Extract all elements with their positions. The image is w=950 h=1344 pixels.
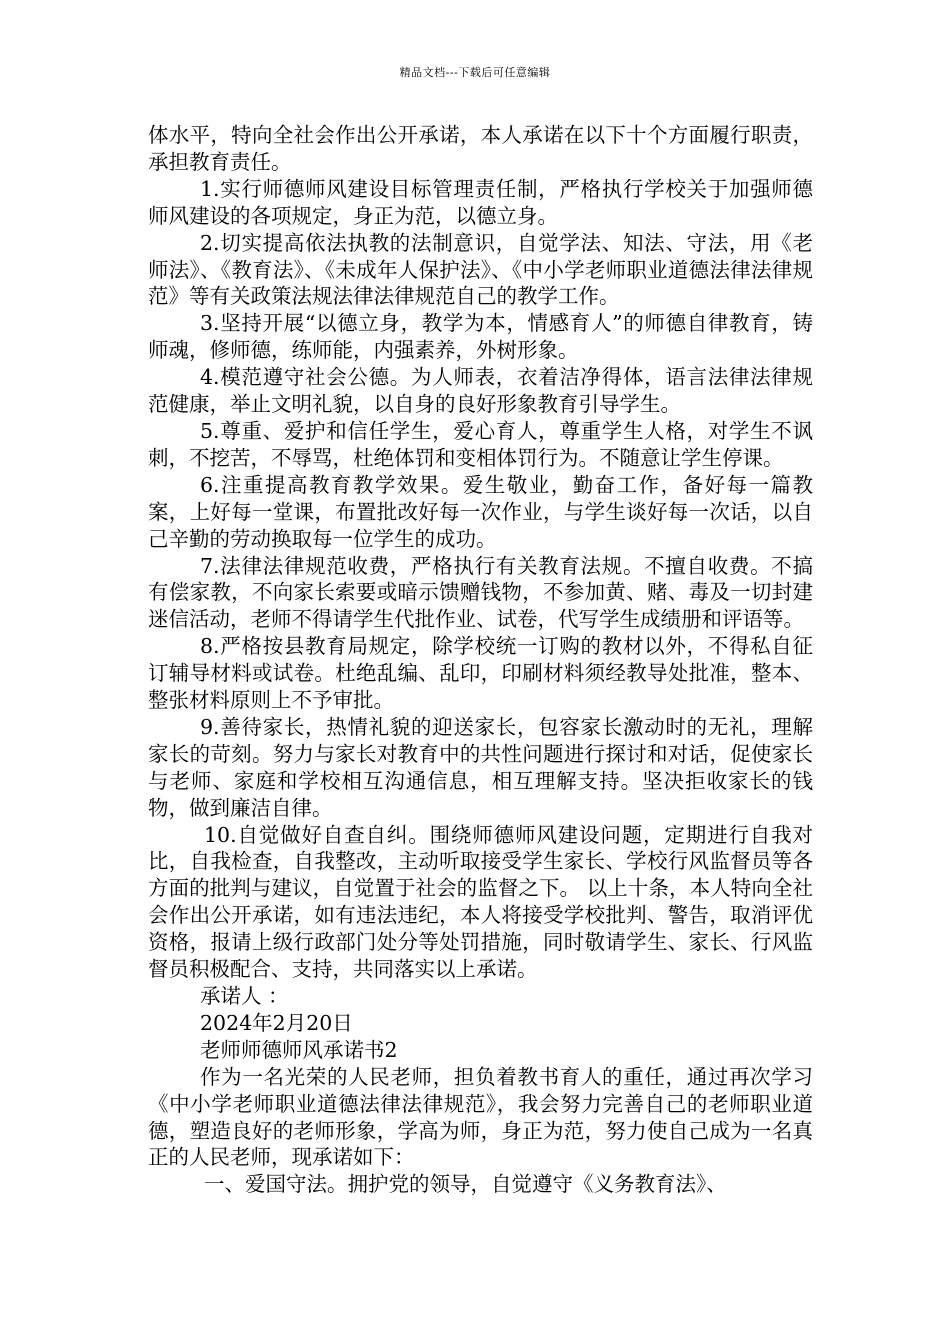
paragraph-item-6: 6.注重提高教育教学效果。爱生敬业，勤奋工作，备好每一篇教案，上好每一堂课，布置批改好每一次作业，与学生谈好每一次话，以自己辛勤的劳动换取每一位学生的成功。 [148,472,813,551]
document-body [148,122,813,1198]
second-letter-item-1: 一、爱国守法。拥护党的领导，自觉遵守《义务教育法》、 [204,1172,727,1197]
signer-line: 承诺人 ： [200,984,289,1008]
paragraph-item-9: 9.善待家长，热情礼貌的迎送家长，包容家长激动时的无礼，理解家长的苛刻。努力与家长对教育中的共性问题进行探讨和对话，促使家长与老师、家庭和学校相互沟通信息，相互理解支持。坚决拒收家长的钱物，做到廉洁自律。 [148,714,813,820]
paragraph-item-8: 8.严格按县教育局规定，除学校统一订购的教材以外，不得私自征订辅导材料或试卷。杜绝乱编、乱印，印刷材料须经教导处批准，整本、整张材料原则上不予审批。 [148,634,813,713]
paragraph-item-4: 4.模范遵守社会公德。为人师表，衣着洁净得体，语言法律法律规范健康，举止文明礼貌，以自身的良好形象教育引导学生。 [148,365,813,417]
paragraph-item-5: 5.尊重、爱护和信任学生，爱心育人，尊重学生人格，对学生不讽刺，不挖苦，不辱骂，杜绝体罚和变相体罚行为。不随意让学生停课。 [148,418,813,470]
paragraph-item-1: 1.实行师德师风建设目标管理责任制，严格执行学校关于加强师德师风建设的各项规定，身正为范，以德立身。 [148,176,813,228]
second-letter-intro: 作为一名光荣的人民老师，担负着教书育人的重任，通过再次学习《中小学老师职业道德法律法律规范》，我会努力完善自己的老师职业道德，塑造良好的老师形象，学高为师，身正为范，努力使自己成为一名真正的人民老师，现承诺如下： [148,1064,813,1170]
paragraph-item-3: 3.坚持开展“以德立身，教学为本，情感育人”的师德自律教育，铸师魂，修师德，练师能，内强素养，外树形象。 [148,311,813,363]
paragraph-item-7: 7.法律法律规范收费，严格执行有关教育法规。不擅自收费。不搞有偿家教，不向家长索要或暗示馈赠钱物，不参加黄、赌、毒及一切封建迷信活动，老师不得请学生代批作业、试卷，代写学生成绩册和评语等。 [148,553,813,632]
paragraph-intro: 体水平，特向全社会作出公开承诺，本人承诺在以下十个方面履行职责，承担教育责任。 [148,123,813,174]
paragraph-item-10: 10.自觉做好自查自纠。围绕师德师风建设问题，定期进行自我对比，自我检查，自我整改，主动听取接受学生家长、学校行风监督员等各方面的批判与建议，自觉置于社会的监督之下。 以上十条，本人特向全社会作出公开承诺，如有违法违纪，本人将接受学校批判、警告，取消评优资格，报请上级行政部门处分等处罚措施，同时敬请学生、家长、行风监督员积极配合、支持，共同落实以上承诺。 [148,822,813,982]
paragraph-item-2: 2.切实提高依法执教的法制意识，自觉学法、知法、守法，用《老师法》、《教育法》、《未成年人保护法》、《中小学老师职业道德法律法律规范》等有关政策法规法律法律规范自己的教学工作。 [148,230,813,309]
date-line: 2024年2月20日 [200,1010,353,1035]
page-header-note: 精品文档---下载后可任意编辑 [399,66,551,79]
second-letter-title: 老师师德师风承诺书2 [200,1037,398,1062]
